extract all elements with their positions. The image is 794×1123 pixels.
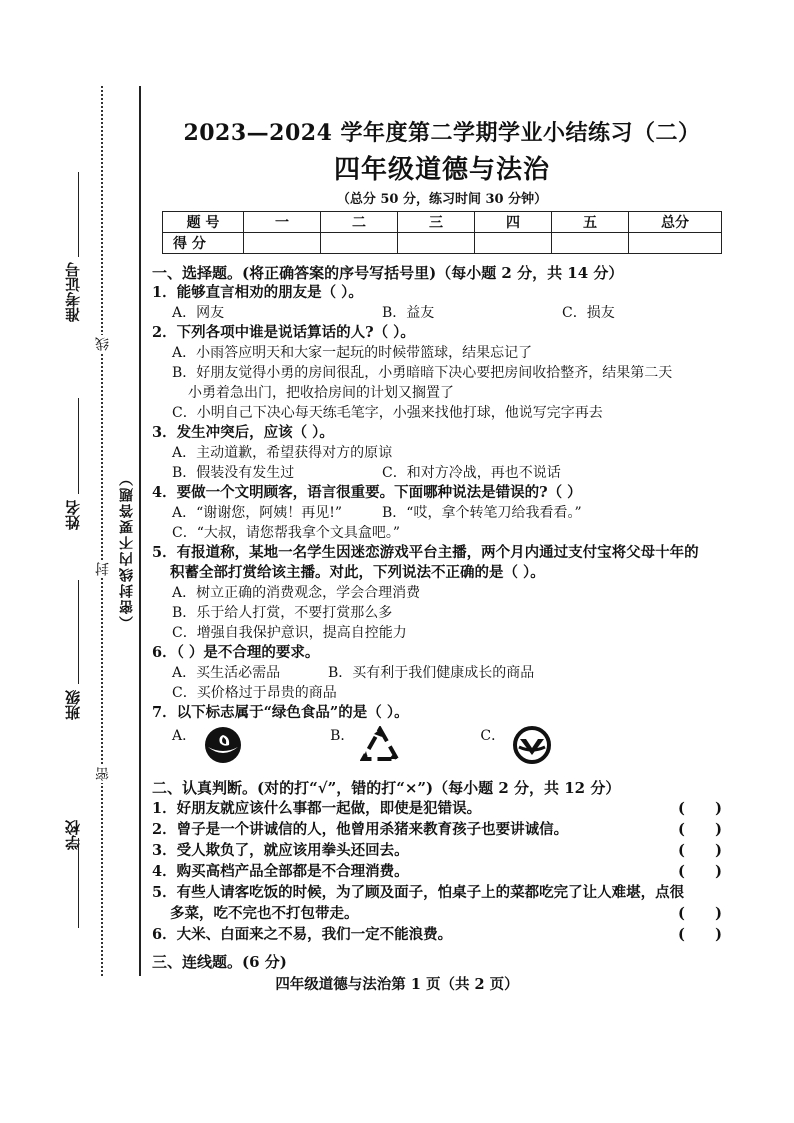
judge-text: 6．大米、白面来之不易，我们一定不能浪费。 [152, 926, 453, 943]
section2-title: 二、认真判断。(对的打“√”，错的打“×”)（每小题 2 分，共 12 分） [152, 779, 621, 797]
question-5: 5．有报道称，某地一名学生因迷恋游戏平台主播，两个月内通过支付宝将父母十年的 [152, 544, 699, 561]
answer-paren[interactable] [678, 861, 722, 882]
judge-item [152, 840, 732, 861]
exam-subject: 四年级道德与法治 [333, 155, 550, 185]
quality-safety-logo-icon [511, 725, 553, 765]
answer-paren[interactable] [678, 840, 722, 861]
judge-item [152, 882, 732, 903]
question-2: 2．下列各项中谁是说话算话的人?（ ）。 [152, 324, 415, 341]
paren-close: ) [715, 905, 722, 922]
section3-title: 三、连线题。(6 分) [152, 953, 287, 971]
option-label: A． [172, 728, 197, 744]
option: B．乐于给人打赏，不要打赏那么多 [172, 605, 393, 621]
option: A．网友 [172, 305, 225, 321]
answer-paren[interactable] [678, 798, 722, 819]
score-cell: 二 [321, 212, 398, 233]
option: A．小雨答应明天和大家一起玩的时候带篮球，结果忘记了 [172, 345, 533, 361]
score-row-label: 得 分 [163, 233, 244, 254]
score-cell: 四 [475, 212, 552, 233]
score-table-header-row [163, 212, 722, 233]
question-1: 1．能够直言相劝的朋友是（ ）。 [152, 284, 363, 301]
score-blank[interactable] [321, 233, 398, 254]
paren-close: ) [715, 926, 722, 943]
judge-text: 多菜，吃不完也不打包带走。 [170, 905, 359, 922]
green-food-logo-icon [200, 725, 246, 765]
option-continued: 小勇着急出门，把收拾房间的计划又搁置了 [188, 385, 454, 401]
class-label: 班级 [64, 690, 82, 720]
answer-paren[interactable] [678, 903, 722, 924]
score-cell: 三 [398, 212, 475, 233]
score-blank[interactable] [552, 233, 629, 254]
paren-open: ( [678, 842, 685, 859]
score-blank[interactable] [475, 233, 552, 254]
question-6-options [152, 663, 732, 683]
word-tight: 密 [95, 767, 111, 781]
option: B．好朋友觉得小勇的房间很乱，小勇暗暗下决心要把房间收拾整齐，结果第二天 [172, 365, 673, 381]
option: A．主动道歉，希望获得对方的原谅 [172, 445, 393, 461]
option: C．买价格过于昂贵的商品 [172, 685, 337, 701]
exam-id-label: 准考证号 [64, 262, 82, 322]
paren-open: ( [678, 863, 685, 880]
paren-open: ( [678, 905, 685, 922]
option: B．买有利于我们健康成长的商品 [328, 665, 535, 681]
option-label: C． [480, 728, 506, 744]
option: B．假装没有发生过 [172, 465, 295, 481]
paren-open: ( [678, 800, 685, 817]
word-seal: 封 [95, 562, 111, 576]
dotted-cut-line [101, 86, 103, 976]
paren-close: ) [715, 842, 722, 859]
option: A．买生活必需品 [172, 665, 281, 681]
name-blank [78, 398, 79, 494]
option: C．小明自己下决心每天练毛笔字，小强来找他打球，他说写完字再去 [172, 405, 603, 421]
judge-text: 5．有些人请客吃饭的时候，为了顾及面子，怕桌子上的菜都吃完了让人难堪，点很 [152, 884, 685, 901]
score-cell: 题 号 [163, 212, 244, 233]
option: A．树立正确的消费观念，学会合理消费 [172, 585, 421, 601]
judge-item [152, 861, 732, 882]
judge-item [152, 819, 732, 840]
seal-line [139, 86, 141, 976]
option: A．“谢谢您，阿姨！再见!” [172, 505, 343, 521]
page-footer: 四年级道德与法治第 1 页（共 2 页） [275, 976, 519, 993]
school-blank [78, 838, 79, 928]
paren-open: ( [678, 926, 685, 943]
judge-item-continued [152, 903, 732, 924]
paren-close: ) [715, 800, 722, 817]
option: C．损友 [562, 305, 615, 321]
option: C．增强自我保护意识，提高自控能力 [172, 625, 407, 641]
score-cell: 五 [552, 212, 629, 233]
exam-id-blank [78, 172, 79, 257]
no-answer-note: （密封线内不要答题） [119, 470, 135, 630]
name-label: 姓名 [64, 500, 82, 530]
exam-info: （总分 50 分，练习时间 30 分钟） [336, 192, 548, 207]
paren-close: ) [715, 863, 722, 880]
question-3-options [152, 463, 732, 483]
exam-title: 2023—2024 学年度第二学期学业小结练习（二） [183, 120, 701, 146]
judge-item [152, 924, 732, 945]
exam-content [152, 112, 732, 972]
score-table [162, 211, 722, 254]
answer-paren[interactable] [678, 924, 722, 945]
judge-text: 4．购买高档产品全部都是不合理消费。 [152, 863, 409, 880]
question-4: 4．要做一个文明顾客，语言很重要。下面哪种说法是错误的?（ ） [152, 484, 582, 501]
paren-open: ( [678, 821, 685, 838]
question-7: 7．以下标志属于“绿色食品”的是（ ）。 [152, 704, 409, 721]
section1-title: 一、选择题。(将正确答案的序号写括号里)（每小题 2 分，共 14 分） [152, 264, 624, 282]
score-blank[interactable] [629, 233, 722, 254]
judge-text: 2．曾子是一个讲诚信的人，他曾用杀猪来教育孩子也要讲诚信。 [152, 821, 569, 838]
school-label: 学校 [64, 820, 82, 850]
question-5-continued: 积蓄全部打赏给该主播。对此，下列说法不正确的是（ ）。 [170, 564, 545, 581]
question-4-options [152, 503, 732, 523]
score-cell: 总分 [629, 212, 722, 233]
question-1-options [152, 303, 732, 323]
score-cell: 一 [244, 212, 321, 233]
question-6: 6．（ ）是不合理的要求。 [152, 644, 320, 661]
option-label: B． [330, 728, 355, 744]
option: B．益友 [382, 305, 435, 321]
judge-text: 3．受人欺负了，就应该用拳头还回去。 [152, 842, 409, 859]
binding-margin [0, 0, 140, 1000]
judge-item [152, 798, 732, 819]
word-line: 线 [95, 337, 111, 351]
option: C．“大叔，请您帮我拿个文具盒吧。” [172, 525, 401, 541]
score-blank[interactable] [244, 233, 321, 254]
question-3: 3．发生冲突后，应该（ ）。 [152, 424, 334, 441]
judge-text: 1．好朋友就应该什么事都一起做，即使是犯错误。 [152, 800, 482, 817]
class-blank [78, 580, 79, 684]
question-7-options [152, 723, 732, 767]
answer-paren[interactable] [678, 819, 722, 840]
paren-close: ) [715, 821, 722, 838]
score-table-score-row [163, 233, 722, 254]
option: B．“哎，拿个转笔刀给我看看。” [382, 505, 582, 521]
option: C．和对方冷战，再也不说话 [382, 465, 561, 481]
recycle-logo-icon [360, 726, 400, 764]
score-blank[interactable] [398, 233, 475, 254]
